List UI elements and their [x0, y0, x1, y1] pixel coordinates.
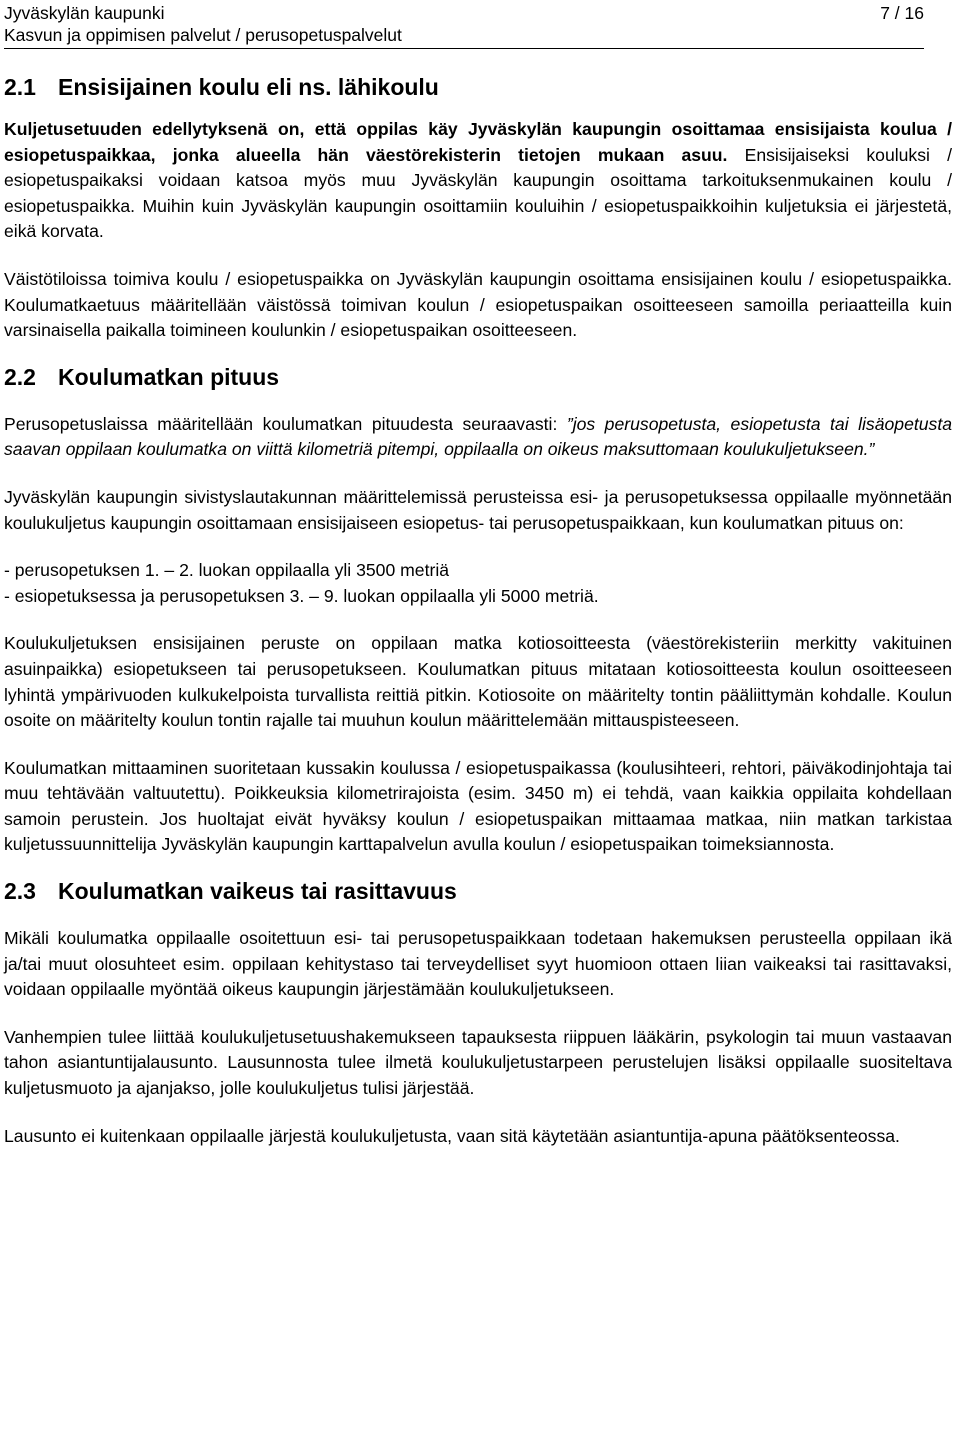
- list-item: - perusopetuksen 1. – 2. luokan oppilaalla yli 3500 metriä: [4, 560, 450, 581]
- paragraph: Mikäli koulumatka oppilaalle osoitettuun esi- tai perusopetuspaikkaan todetaan hakemuksen perusteella oppilaan ikä ja/tai muut olosuhteet esim. oppilaan kehitystaso tai terveydelliset syyt huomioon ottaen liian vaikeaksi tai rasittavaksi, voidaan oppilaalle myöntää oikeus kaupungin järjestämään koulukuljetukseen.: [4, 928, 952, 1000]
- page-number: 7 / 16: [880, 3, 924, 23]
- section-number: 2.3: [4, 878, 36, 905]
- law-quote: ”jos perusopetusta, esiopetusta tai lisäopetusta saavan oppilaan koulumatka on viittä kilometriä pitempi, oppilaalla on oikeus maksuttomaan koulukuljetukseen.”: [4, 413, 952, 460]
- department-name: Kasvun ja oppimisen palvelut / perusopetuspalvelut: [4, 25, 402, 45]
- distance-list: [4, 558, 952, 609]
- emphasis-text: Kuljetusetuuden edellytyksenä on, että oppilas käy Jyväskylän kaupungin osoittamaa ensisijaista koulua / esiopetuspaikkaa, jonka alueella hän väestörekisterin tietojen mukaan asuu.: [4, 119, 952, 165]
- section-title: Koulumatkan vaikeus tai rasittavuus: [58, 878, 457, 905]
- section-heading-2-2: [4, 362, 952, 392]
- paragraph: Jyväskylän kaupungin sivistyslautakunnan määrittelemissä perusteissa esi- ja perusopetuksessa oppilaalle myönnetään koulukuljetus kaupungin osoittamaan ensisijaiseen esiopetus- tai perusopetuspaikkaan, kun koulumatkan pituus on:: [4, 486, 952, 533]
- header-line-1: [4, 2, 924, 24]
- section-title: Ensisijainen koulu eli ns. lähikoulu: [58, 74, 439, 100]
- paragraph: Koulukuljetuksen ensisijainen peruste on oppilaan matka kotiosoitteesta (väestörekisteriin merkitty vakituinen asuinpaikka) esiopetukseen tai perusopetukseen. Koulumatkan pituus mitataan kotiosoitteesta koulun osoitteeseen lyhintä ympärivuoden kulkukelpoista turvallista reittiä pitkin. Kotiosoite on määritelty tontin pääliittymän kohdalle. Koulun osoite on määritelty koulun tontin rajalle tai muuhun koulun määrittelemään mittauspisteeseen.: [4, 633, 952, 731]
- section-heading-2-3: [4, 876, 952, 906]
- paragraph: Vanhempien tulee liittää koulukuljetusetuushakemukseen tapauksesta riippuen lääkärin, psykologin tai muun vastaavan tahon asiantuntijalausunto. Lausunnosta tulee ilmetä koulukuljetustarpeen perustelujen lisäksi oppilaalle suositeltava kuljetusmuoto ja ajanjakso, jolle koulukuljetus tulisi järjestää.: [4, 1026, 952, 1099]
- page-header: [4, 2, 924, 46]
- section-number: 2.2: [4, 363, 36, 390]
- list-item: - esiopetuksessa ja perusopetuksen 3. – 9. luokan oppilaalla yli 5000 metriä.: [4, 585, 599, 606]
- paragraph: Väistötiloissa toimiva koulu / esiopetuspaikka on Jyväskylän kaupungin osoittama ensisijainen koulu / esiopetuspaikka. Koulumatkaetuus määritellään väistössä toimivan koulun / esiopetuspaikan osoitteeseen samoilla periaatteilla kuin varsinaisella paikalla toimineen koulunkin / esiopetuspaikan osoitteeseen.: [4, 268, 952, 341]
- header-rule: [4, 48, 924, 49]
- body-text: Perusopetuslaissa määritellään koulumatkan pituudesta seuraavasti:: [4, 413, 567, 434]
- section-heading-2-1: [4, 72, 952, 102]
- organization-name: Jyväskylän kaupunki: [4, 3, 165, 23]
- section-title: Koulumatkan pituus: [58, 363, 280, 390]
- section-number: 2.1: [4, 74, 36, 100]
- document-body: [4, 72, 952, 1149]
- header-line-2: [4, 24, 924, 46]
- paragraph: Koulumatkan mittaaminen suoritetaan kussakin koulussa / esiopetuspaikassa (koulusihteeri, rehtori, päiväkodinjohtaja tai muu tehtävään valtuutettu). Poikkeuksia kilometrirajoista (esim. 3450 m) ei tehdä, vaan kaikkia oppilaita kohdellaan samoin perustein. Jos huoltajat eivät hyväksy koulun / esiopetuspaikan mittaamaa matkaa, niin matkan tarkistaa kuljetussuunnittelija Jyväskylän kaupungin karttapalvelun avulla koulun / esiopetuspaikan toimeksiannosta.: [4, 757, 952, 855]
- paragraph: Lausunto ei kuitenkaan oppilaalle järjestä koulukuljetusta, vaan sitä käytetään asiantuntija-apuna päätöksenteossa.: [4, 1125, 900, 1146]
- paragraph: [4, 412, 952, 463]
- paragraph: [4, 117, 952, 245]
- body-text: Ensisijaiseksi kouluksi / esiopetuspaikaksi voidaan katsoa myös muu Jyväskylän kaupungin osoittama tarkoituksenmukainen koulu / esiopetuspaikka. Muihin kuin Jyväskylän kaupungin osoittamiin kouluihin / esiopetuspaikkoihin kuljetuksia ei järjestetä, eikä korvata.: [4, 144, 952, 242]
